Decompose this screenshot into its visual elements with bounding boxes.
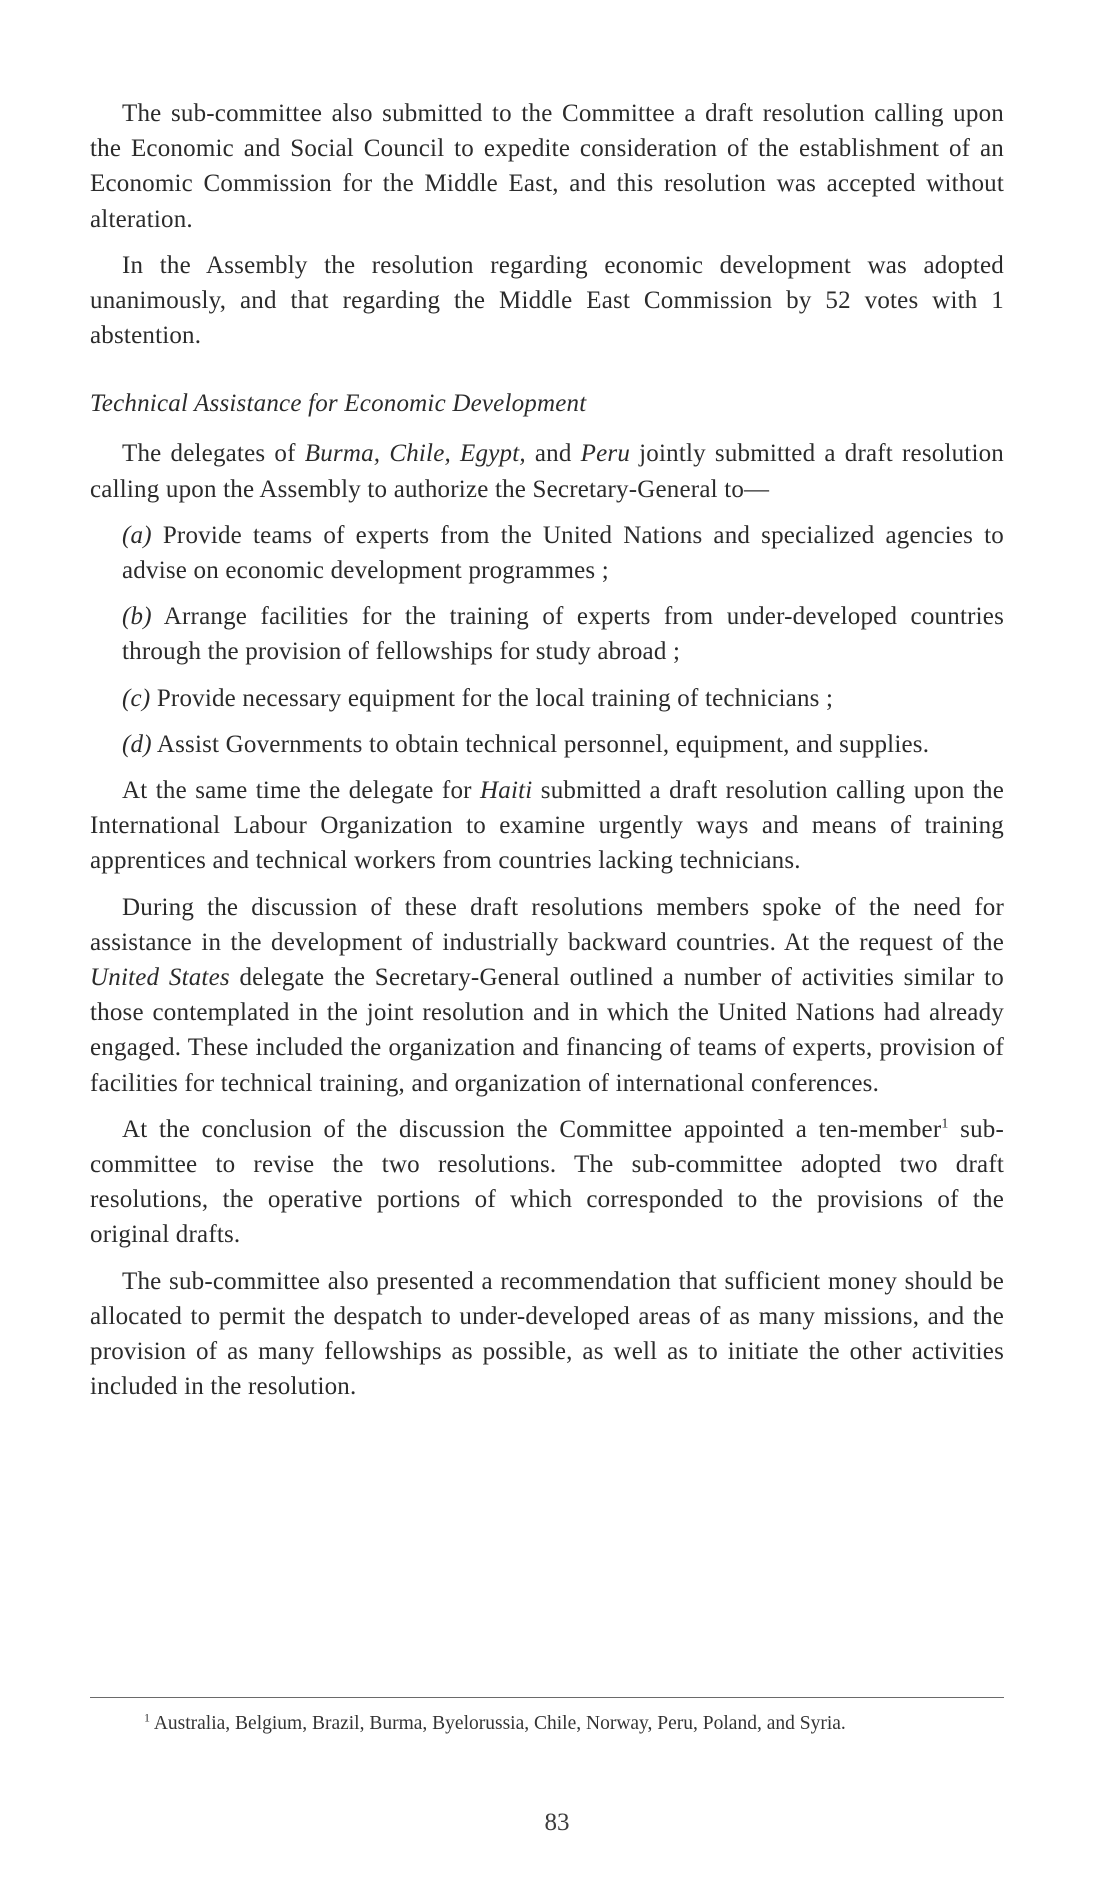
item-d-text: Assist Governments to obtain technical personnel, equipment, and supplies.	[156, 730, 930, 758]
paragraph-discussion	[90, 890, 1004, 1101]
main-text	[90, 96, 1004, 1416]
paragraph-haiti-resolution	[90, 773, 1004, 879]
paragraph-ten-member-sub-committee	[90, 1112, 1004, 1253]
footnote	[90, 1711, 1004, 1737]
item-a-text: Provide teams of experts from the United Nations and specialized agencies to advise on economic development programmes ;	[122, 521, 1004, 585]
country-burma: Burma,	[304, 440, 381, 468]
item-c-text: Provide necessary equipment for the local training of technicians ;	[156, 684, 834, 712]
page-number: 83	[544, 1809, 570, 1836]
footnote-divider	[90, 1697, 1004, 1698]
item-d-letter: (d)	[122, 730, 152, 758]
p3-and: and	[534, 440, 572, 468]
country-haiti: Haiti	[480, 777, 533, 805]
p5-intro: During the discussion of these draft resolutions members spoke of the need for assistance in the development of industrially backward countries. At the request of the	[90, 893, 1004, 956]
footnote-marker: 1	[144, 1710, 150, 1725]
paragraph-assembly-vote: In the Assembly the resolution regarding economic development was adopted unanimously, and that regarding the Middle East Commission by 52 votes with 1 abstention.	[90, 251, 1004, 350]
p6-rest: sub-committee to revise the two resolutions. The sub-committee adopted two draft resolutions, the operative portions of which corresponded to the provisions of the original drafts.	[90, 1115, 1004, 1249]
paragraph-sub-committee-middle-east: The sub-committee also submitted to the Committee a draft resolution calling upon the Economic and Social Council to expedite consideration of the establishment of an Economic Commission for the Middle East, and this resolution was accepted without alteration.	[90, 100, 1004, 233]
list-item-b	[90, 599, 1004, 669]
item-b-text: Arrange facilities for the training of experts from under-developed countries through the provision of fellowships for study abroad ;	[122, 603, 1004, 666]
footnote-text: Australia, Belgium, Brazil, Burma, Byelorussia, Chile, Norway, Peru, Poland, and Syria.	[153, 1713, 846, 1734]
paragraph-joint-draft-resolution	[90, 436, 1004, 506]
paragraph-recommendation: The sub-committee also presented a recommendation that sufficient money should be allocated to permit the despatch to under-developed areas of as many missions, and the provision of as many fellowships as possible, as well as to initiate the other activities included in the resolution.	[90, 1267, 1004, 1401]
country-egypt: Egypt,	[460, 440, 526, 468]
p4-intro: At the same time the delegate for	[122, 777, 472, 805]
country-united-states: United States	[90, 964, 230, 992]
list-item-d	[90, 727, 1004, 762]
country-peru: Peru	[580, 440, 631, 468]
list-item-a	[90, 518, 1004, 588]
p4-rest: submitted a draft resolution calling upon the International Labour Organization to examine urgently ways and means of training apprentices and technical workers from countries lacking technicians.	[90, 777, 1005, 875]
footnote-reference: 1	[941, 1116, 949, 1132]
list-item-c	[90, 681, 1004, 716]
country-chile: Chile,	[389, 440, 451, 468]
p3-intro: The delegates of	[122, 440, 296, 468]
p6-intro: At the conclusion of the discussion the Committee appointed a ten-member	[122, 1115, 942, 1143]
item-c-letter: (c)	[122, 684, 151, 712]
p3-rest: jointly submitted a draft resolution calling upon the Assembly to authorize the Secretary-General to—	[90, 440, 1005, 503]
item-b-letter: (b)	[122, 603, 152, 631]
p5-rest: delegate the Secretary-General outlined a number of activities similar to those contemplated in the joint resolution and in which the United Nations had already engaged. These included the organization and financing of teams of experts, provision of facilities for technical training, and organization of international conferences.	[90, 964, 1005, 1097]
item-a-letter: (a)	[122, 521, 152, 549]
section-heading: Technical Assistance for Economic Development	[90, 390, 587, 418]
